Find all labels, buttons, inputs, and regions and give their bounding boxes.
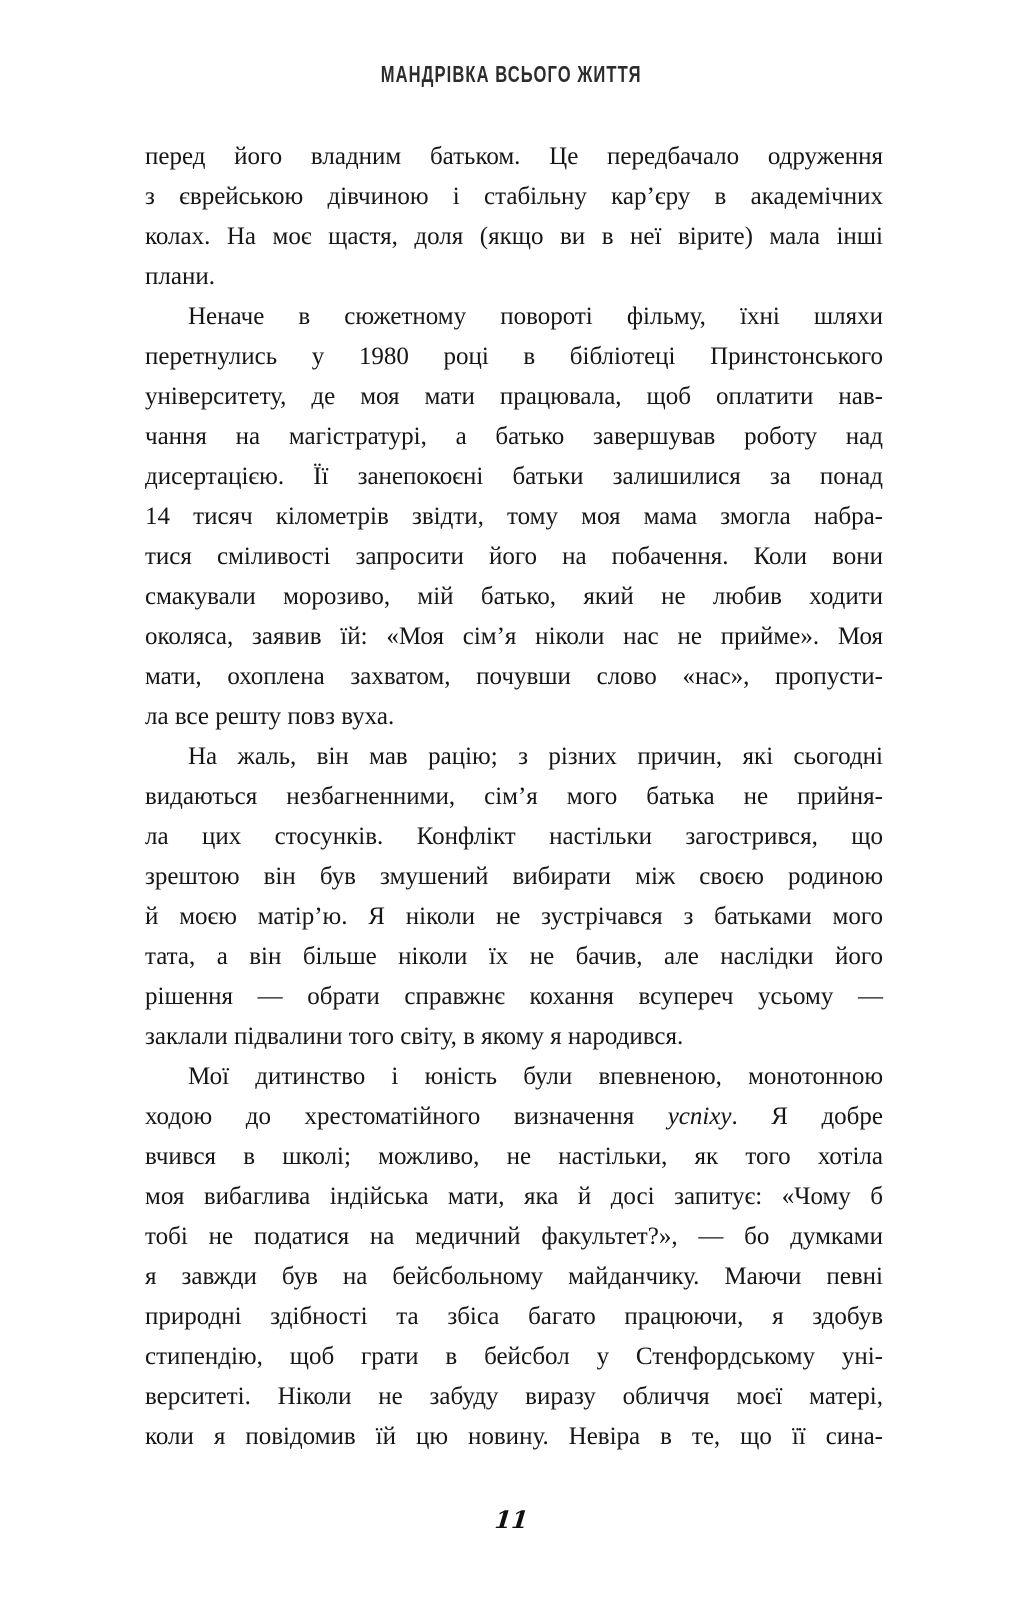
paragraph	[145, 1057, 883, 1457]
text-line: ла цих стосунків. Конфлікт настільки загострився, що	[145, 823, 883, 850]
text-line: ла все решту повз вуха.	[145, 703, 395, 730]
running-header-text: МАНДРІВКА ВСЬОГО ЖИТТЯ	[381, 61, 642, 87]
italic-text: успіху	[667, 1103, 732, 1130]
text-line: Неначе в сюжетному повороті фільму, їхні шляхи	[188, 303, 883, 330]
text-line: й моєю матір’ю. Я ніколи не зустрічався з батьками мого	[145, 903, 883, 930]
text-line: смакували морозиво, мій батько, який не любив ходити	[145, 583, 883, 610]
text-line: видаються незбагненними, сім’я мого батька не прийня-	[145, 783, 883, 810]
text-line: дисертацією. Її занепокоєні батьки залишилися за понад	[145, 463, 883, 490]
text-line: плани.	[145, 263, 215, 290]
text-line: перетнулись у 1980 році в бібліотеці Принстонського	[145, 343, 883, 370]
text-line: зрештою він був змушений вибирати між своєю родиною	[145, 863, 883, 890]
text-line: з єврейською дівчиною і стабільну кар’єру в академічних	[145, 183, 883, 210]
text-line: мати, охоплена захватом, почувши слово «нас», пропусти-	[145, 663, 883, 690]
text-line: коли я повідомив їй цю новину. Невіра в те, що її сина-	[145, 1423, 883, 1450]
paragraph	[145, 137, 883, 297]
text-line: стипендію, щоб грати в бейсбол у Стенфордському уні-	[145, 1343, 883, 1370]
text-line: тобі не податися на медичний факультет?», — бо думками	[145, 1223, 883, 1250]
text-line: рішення — обрати справжнє кохання всупереч усьому —	[145, 983, 883, 1010]
text-line: чання на магістратурі, а батько завершував роботу над	[145, 423, 883, 450]
text-line: вчився в школі; можливо, не настільки, як того хотіла	[145, 1143, 883, 1170]
running-header	[0, 61, 1023, 87]
text-line: колах. На моє щастя, доля (якщо ви в неї вірите) мала інші	[145, 223, 883, 250]
text-line: тися сміливості запросити його на побачення. Коли вони	[145, 543, 883, 570]
text-line: тата, а він більше ніколи їх не бачив, але наслідки його	[145, 943, 883, 970]
text-line: Мої дитинство і юність були впевненою, монотонною	[188, 1063, 883, 1090]
text-line: 14 тисяч кілометрів звідти, тому моя мама змогла набра-	[145, 503, 883, 530]
text-line: верситеті. Ніколи не забуду виразу обличчя моєї матері,	[145, 1383, 883, 1410]
paragraph	[145, 737, 883, 1057]
text-line: На жаль, він мав рацію; з різних причин, які сьогодні	[188, 743, 883, 770]
page-body-text	[145, 137, 883, 1457]
text-line: заклали підвалини того світу, в якому я народився.	[145, 1023, 684, 1050]
text-line: перед його владним батьком. Це передбачало одруження	[145, 143, 883, 170]
text-line: ходою до хрестоматійного визначення успіху. Я добре	[145, 1103, 883, 1130]
text-line: моя вибаглива індійська мати, яка й досі запитує: «Чому б	[145, 1183, 883, 1210]
text-line: університету, де моя мати працювала, щоб оплатити нав-	[145, 383, 883, 410]
text-line: околяса, заявив їй: «Моя сім’я ніколи нас не прийме». Моя	[145, 623, 883, 650]
page-number: 11	[493, 1505, 530, 1534]
text-line: я завжди був на бейсбольному майданчику. Маючи певні	[145, 1263, 883, 1290]
text-line: природні здібності та збіса багато працюючи, я здобув	[145, 1303, 883, 1330]
paragraph	[145, 297, 883, 737]
